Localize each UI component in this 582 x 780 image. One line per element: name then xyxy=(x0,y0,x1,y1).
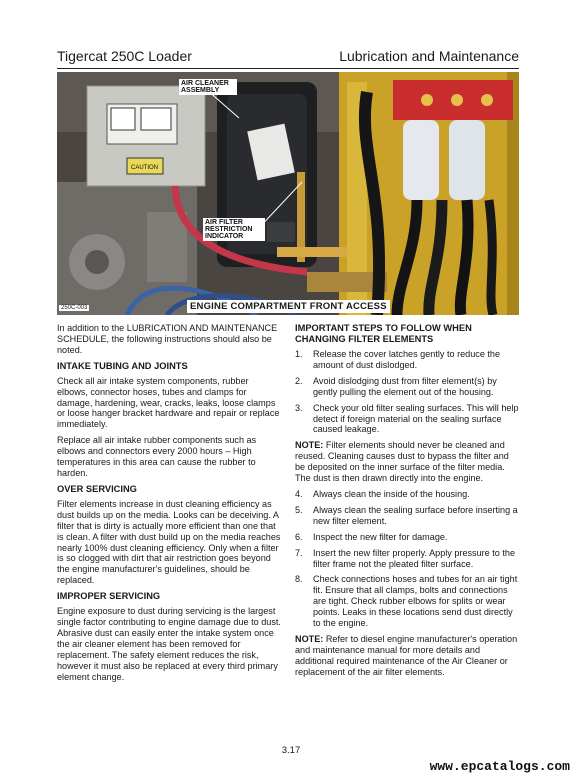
list-item: 2. Avoid dislodging dust from filter element(s) by gently pulling the element out of the housing. xyxy=(295,375,497,397)
improper-servicing-paragraph: Engine exposure to dust during servicing is the largest single factor contributing to engine damage due to dust. Abrasive dust can easily enter the intake system once the air cleaner element has been removed for replacement. The safety element reduces the risk, however it must also be replaced at every third primary element change. xyxy=(57,606,281,682)
list-item: 5. Always clean the sealing surface before inserting a new filter element. xyxy=(295,504,518,526)
heading-filter-change-steps: IMPORTANT STEPS TO FOLLOW WHEN CHANGING FILTER ELEMENTS xyxy=(295,323,472,344)
photo-caption: ENGINE COMPARTMENT FRONT ACCESS xyxy=(187,300,390,313)
intro-paragraph: In addition to the LUBRICATION AND MAINTENANCE SCHEDULE, the following instructions should also be noted. xyxy=(57,323,278,355)
page-number: 3.17 xyxy=(281,745,301,756)
photo-reference-code: 250C-003 xyxy=(61,305,88,311)
over-servicing-paragraph: Filter elements increase in dust cleaning efficiency as dust builds up on the media. Looks can be deceiving. A filter that is dirty is actually more efficient than one that is clean. A filter with dust build up on the media reaches nearly 100% dust cleaning efficiency. Only when a filter is so clogged with dirt that air restriction goes beyond the engine manufacturer's guidelines, should be replaced. xyxy=(57,498,281,586)
header-section-title: Lubrication and Maintenance xyxy=(339,48,519,64)
heading-intake-tubing: INTAKE TUBING AND JOINTS xyxy=(57,360,188,371)
list-item: 7. Insert the new filter properly. Apply pressure to the filter frame not the pleated filter surface. xyxy=(295,547,516,569)
intake-paragraph-2: Replace all air intake rubber components such as elbows and connectors every 2000 hours – High temperatures in this area can cause the rubber to harden. xyxy=(57,435,257,478)
note-manufacturer-manual: NOTE: Refer to diesel engine manufacturer's operation and maintenance manual for more details and additional required maintenance of the Air Cleaner or replacement of the air filter elements. xyxy=(295,633,518,677)
list-item: 1. Release the cover latches gently to reduce the amount of dust dislodged. xyxy=(295,349,501,370)
page-header xyxy=(57,46,519,66)
list-item: 6. Inspect the new filter for damage. xyxy=(295,531,448,542)
photo-illustration xyxy=(57,72,519,315)
callout-air-cleaner-assembly: AIR CLEANER ASSEMBLY xyxy=(179,79,237,95)
steps-list-4-8 xyxy=(295,489,519,629)
engine-compartment-photo xyxy=(57,72,519,315)
header-document-title: Tigercat 250C Loader xyxy=(57,48,192,64)
heading-over-servicing: OVER SERVICING xyxy=(57,483,137,494)
right-text-column xyxy=(295,323,519,683)
header-divider xyxy=(57,68,519,69)
list-item: 3. Check your old filter sealing surfaces. This will help detect if foreign material on the sealing surface caused leakage. xyxy=(295,402,519,435)
watermark-url: www.epcatalogs.com xyxy=(429,759,570,774)
callout-air-filter-restriction-indicator: AIR FILTER RESTRICTION INDICATOR xyxy=(203,218,265,241)
heading-improper-servicing: IMPROPER SERVICING xyxy=(57,591,161,602)
intake-paragraph-1: Check all air intake system components, rubber elbows, connector hoses, tubes and clamps for damage, hardening, wear, cracks, leaks, loose clamps or loose hanger bracket hardware and repair or replace immediately. xyxy=(57,375,280,430)
list-item: 8. Check connections hoses and tubes for an air tight fit. Ensure that all clamps, bolts and connections are tight. Check rubber elbows for splits or wear points. Leaks in these locations send dust directly to the engine. xyxy=(295,574,518,629)
steps-list-1-3 xyxy=(295,349,519,435)
caution-decal-text: CAUTION xyxy=(131,165,158,171)
list-item: 4. Always clean the inside of the housing. xyxy=(295,488,470,499)
note-filter-cleaning: NOTE: Filter elements should never be cleaned and reused. Cleaning causes dust to bypass the filter and be deposited on the inner surface of the filter media. The dust is then drawn directly into the engine. xyxy=(295,440,509,484)
left-text-column xyxy=(57,323,281,687)
